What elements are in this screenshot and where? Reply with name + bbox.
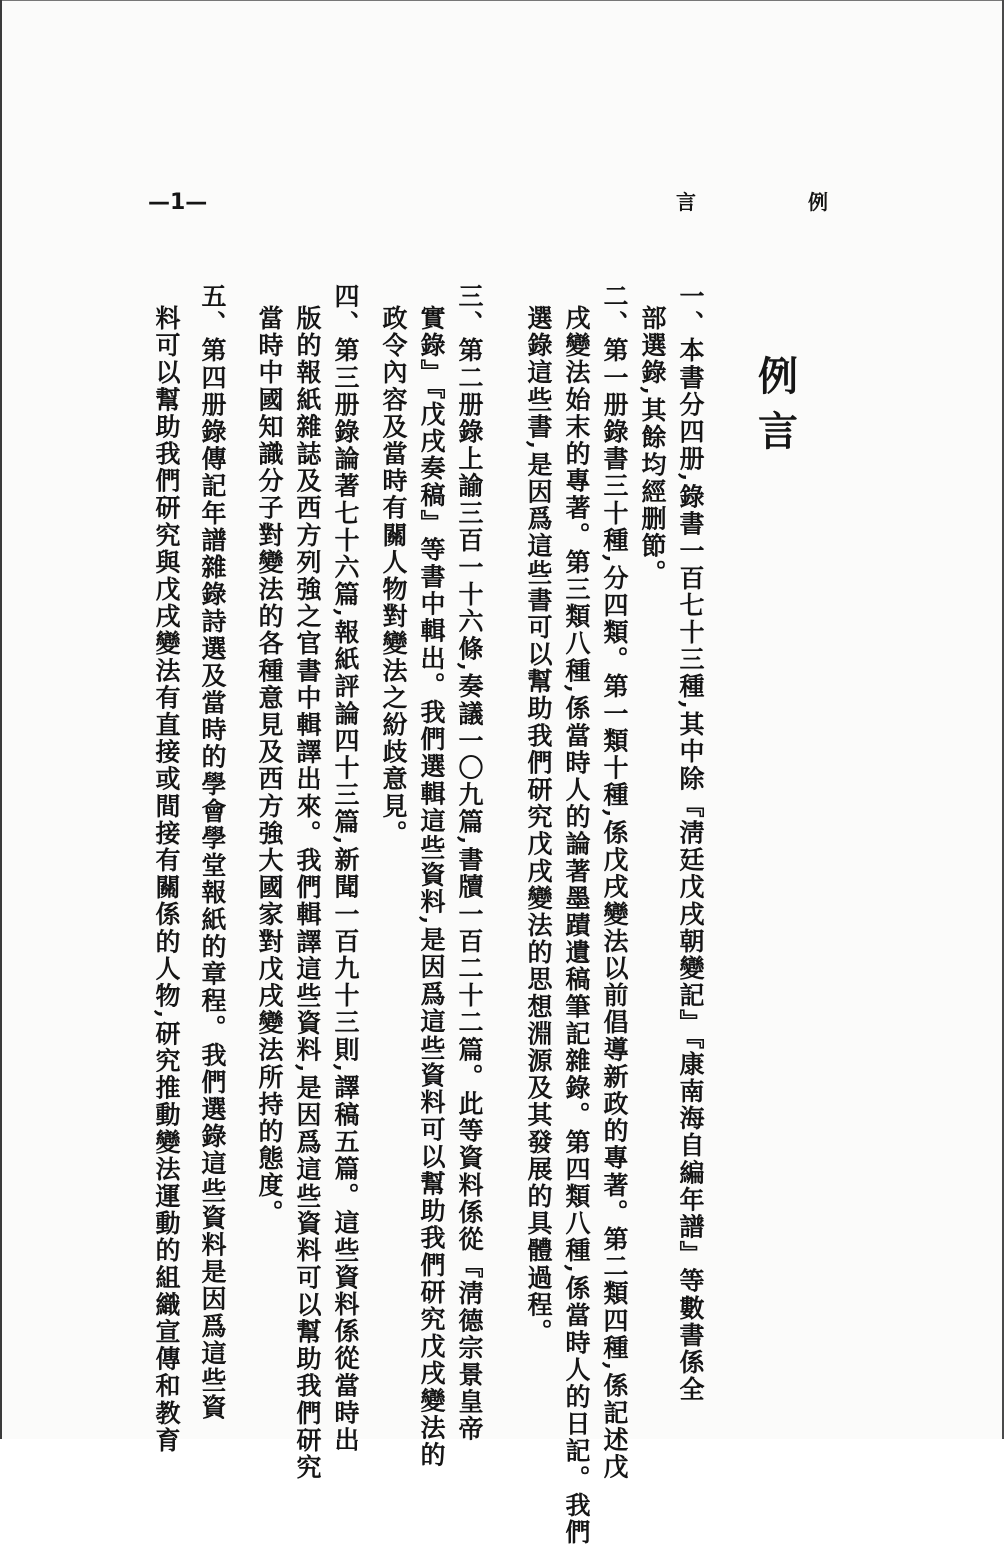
text-column-7: 實錄』『戊戌奏稿』等書中輯出。我們選輯這些資料,是因爲這些資料可以幫助我們研究戊戌變法的 xyxy=(417,305,446,1469)
page-title-char-1: 例 xyxy=(758,353,798,400)
text-column-13: 料可以幫助我們研究與戊戌變法有直接或間接有關係的人物,研究推動變法運動的組織宣傳和教育 xyxy=(152,305,181,1455)
running-header-char-2: 言 xyxy=(676,190,696,214)
text-column-2: 部選錄,其餘均經删節。 xyxy=(638,305,667,587)
text-column-1: 一、本書分四册,錄書一百七十三種,其中除『淸廷戊戌朝變記』『康南海自編年譜』等數書係全 xyxy=(676,283,705,1404)
running-header-char-1: 例 xyxy=(808,190,828,214)
text-column-11: 當時中國知識分子對變法的各種意見及西方強大國家對戊戌變法所持的態度。 xyxy=(255,305,284,1227)
text-column-6: 三、第二册錄上諭三百一十六條,奏議一〇九篇,書牘一百二十二篇。此等資料係從『淸德宗景皇帝 xyxy=(455,283,484,1443)
scan-edge-top xyxy=(0,0,1004,1)
text-column-12: 五、第四册錄傳記年譜雜錄詩選及當時的學會學堂報紙的章程。我們選錄這些資料是因爲這些資 xyxy=(198,283,227,1422)
page-title-char-2: 言 xyxy=(758,408,798,455)
scan-edge-left xyxy=(0,0,2,1439)
page-number: —1— xyxy=(148,190,208,215)
text-column-4: 戌變法始末的專著。第三類八種,係當時人的論著墨蹟遺稿筆記雜錄。第四類八種,係當時人的日記。我們 xyxy=(562,305,591,1546)
text-column-3: 二、第一册錄書三十種,分四類。第一類十種,係戊戌變法以前倡導新政的專著。第二類四種,係記述戊 xyxy=(600,283,629,1481)
text-column-5: 選錄這些書,是因爲這些書可以幫助我們研究戊戌變法的思想淵源及其發展的具體過程。 xyxy=(524,305,553,1346)
text-column-8: 政令內容及當時有關人物對變法之紛歧意見。 xyxy=(379,305,408,847)
text-column-10: 版的報紙雜誌及西方列強之官書中輯譯出來。我們輯譯這些資料,是因爲這些資料可以幫助我們研究 xyxy=(293,305,322,1482)
text-column-9: 四、第三册錄論著七十六篇,報紙評論四十三篇,新聞一百九十三則,譯稿五篇。這些資料係從當時出 xyxy=(331,283,360,1454)
